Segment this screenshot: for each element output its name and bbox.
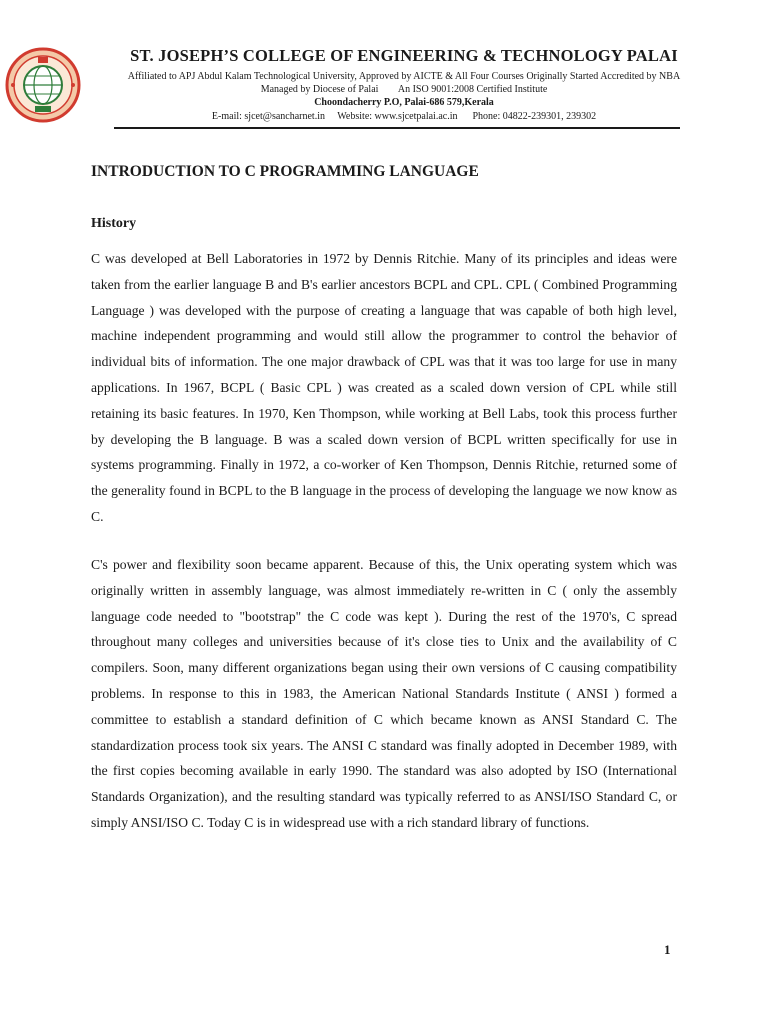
contact-line: E-mail: sjcet@sancharnet.in Website: www.sjcetpalai.ac.in Phone: 04822-239301, 239302 xyxy=(211,111,597,122)
document-title: INTRODUCTION TO C PROGRAMMING LANGUAGE xyxy=(91,163,479,180)
section-heading: History xyxy=(91,216,137,231)
college-name: ST. JOSEPH’S COLLEGE OF ENGINEERING & TECHNOLOGY PALAI xyxy=(130,46,678,65)
paragraph: C's power and flexibility soon became apparent. Because of this, the Unix operating system which was originally written in assembly language, was almost immediately re-written in C ( only the assembly language code needed to "bootstrap" the C code was kept ). During the rest of the 1970's, C spread throughout many colleges and universities because of it's close ties to Unix and the availability of C compilers. Soon, many different organizations began using their own versions of C causing compatibility problems. In response to this in 1983, the American National Standards Institute ( ANSI ) formed a committee to establish a standard definition of C which became known as ANSI Standard C. The standardization process took six years. The ANSI C standard was finally adopted in December 1989, with the first copies becoming available in early 1990. The standard was also adopted by ISO (International Standards Organization), and the resulting standard was typically referred to as ANSI/ISO Standard C, or simply ANSI/ISO C. Today C is in widespread use with a rich standard library of functions. xyxy=(91,557,677,830)
header-divider xyxy=(114,127,680,129)
paragraph: C was developed at Bell Laboratories in 1972 by Dennis Ritchie. Many of its principles and ideas were taken from the earlier language B and B's earlier ancestors BCPL and CPL. CPL ( Combined Programming Language ) was developed with the purpose of creating a language that was capable of both high level, machine independent programming and would still allow the programmer to control the behavior of individual bits of information. The one major drawback of CPL was that it was too large for use in many applications. In 1967, BCPL ( Basic CPL ) was created as a scaled down version of CPL while still retaining its basic features. In 1970, Ken Thompson, while working at Bell Labs, took this process further by developing the B language. B was a scaled down version of BCPL written specifically for use in systems programming. Finally in 1972, a co-worker of Ken Thompson, Dennis Ritchie, returned some of the generality found in BCPL to the B language in the process of developing the language we now know as C. xyxy=(91,251,677,524)
college-seal-icon xyxy=(5,42,81,128)
affiliation-line: Affiliated to APJ Abdul Kalam Technological University, Approved by AICTE & All Four Courses Originally Started Accredited by NBA xyxy=(127,71,681,82)
address-line: Choondacherry P.O, Palai-686 579,Kerala xyxy=(314,97,494,108)
page-number: 1 xyxy=(664,942,671,957)
management-line: Managed by Diocese of Palai An ISO 9001:2008 Certified Institute xyxy=(260,84,548,95)
